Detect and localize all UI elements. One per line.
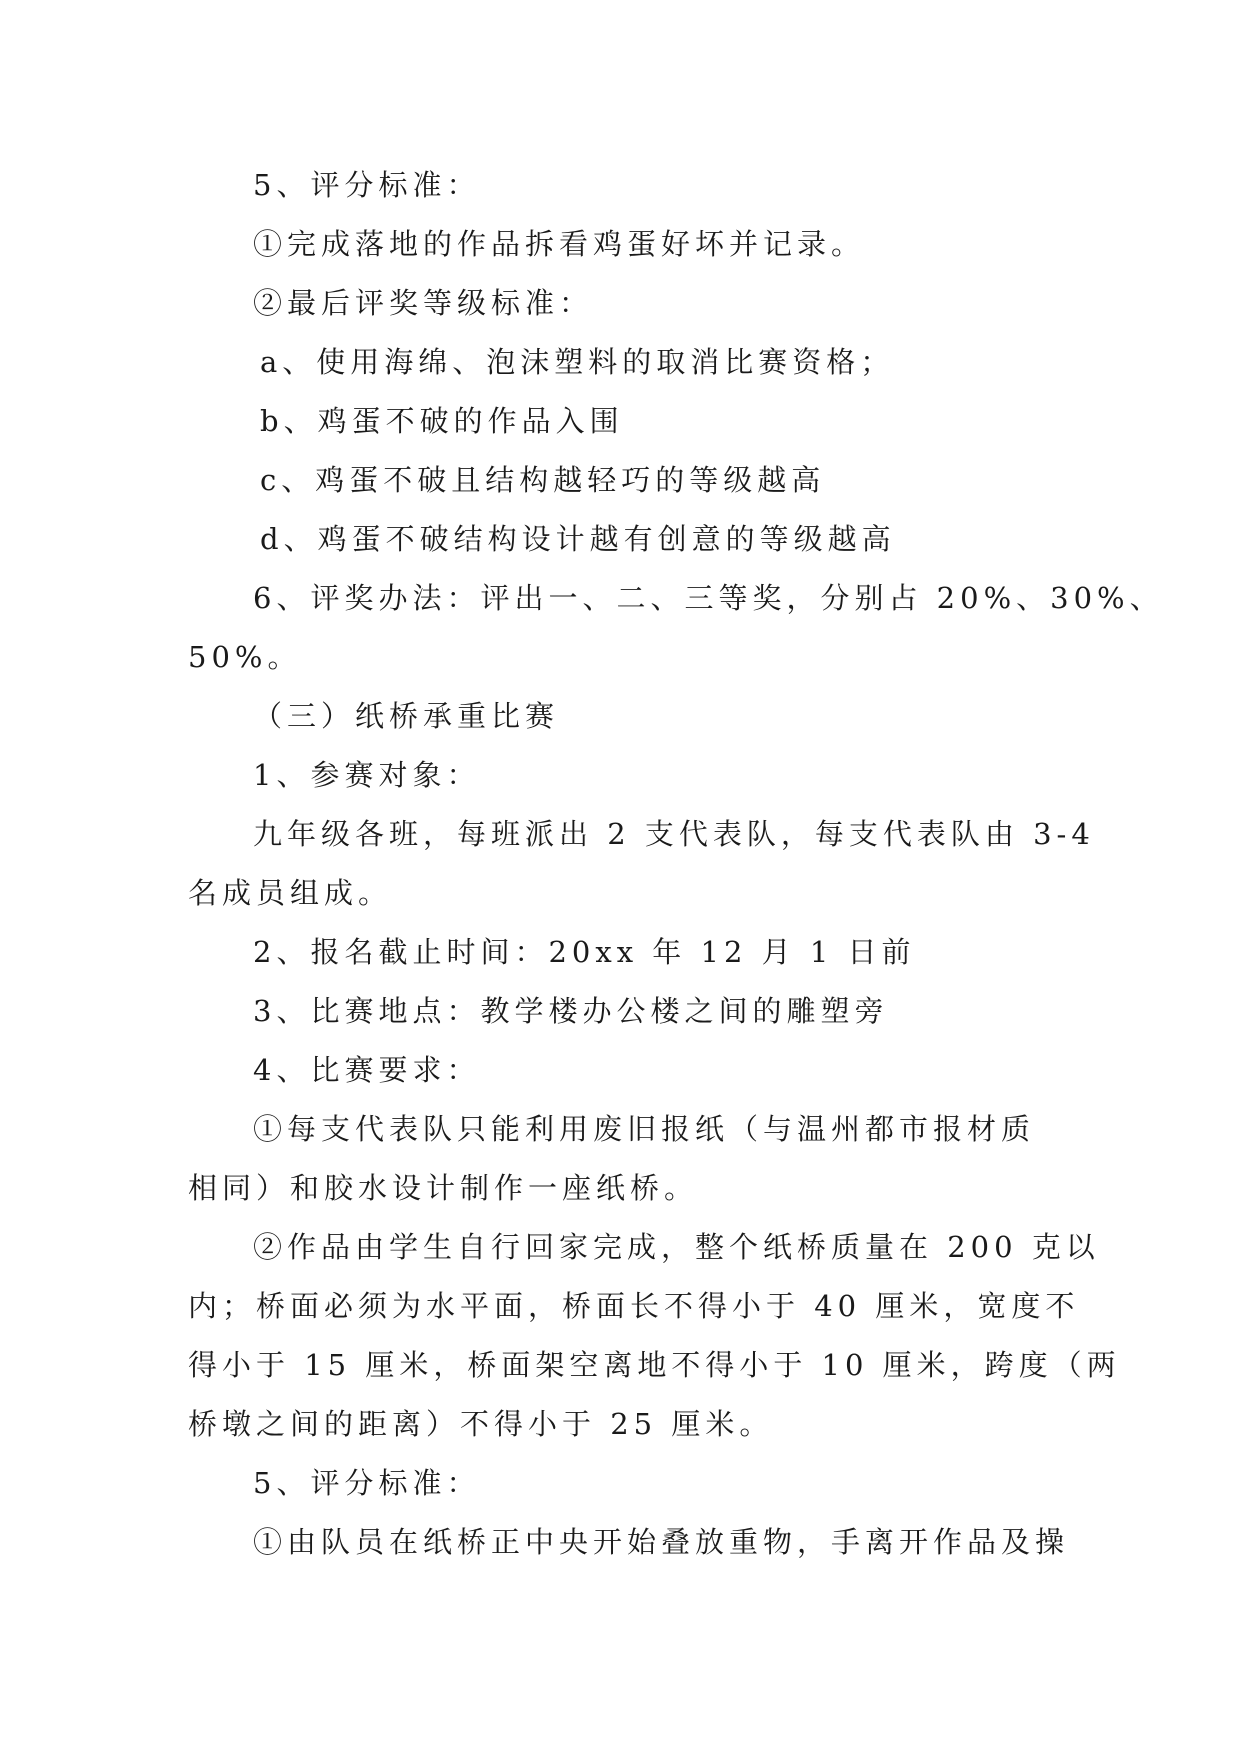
text-line-criterion-b: b、鸡蛋不破的作品入围 — [260, 404, 624, 438]
text-line-requirements-heading: 4、比赛要求： — [253, 1053, 481, 1087]
text-line-participants-heading: 1、参赛对象： — [253, 758, 481, 792]
text-line-section-6-awards: 6、评奖办法：评出一、二、三等奖，分别占 20%、30%、 — [253, 581, 1164, 615]
text-line-venue: 3、比赛地点：教学楼办公楼之间的雕塑旁 — [253, 994, 889, 1028]
text-line-requirement-2-cont-3: 桥墩之间的距离）不得小于 25 厘米。 — [188, 1407, 774, 1441]
text-line-section-6-awards-cont: 50%。 — [188, 640, 302, 674]
text-line-criterion-d: d、鸡蛋不破结构设计越有创意的等级越高 — [260, 522, 896, 556]
text-line-scoring-item-1: ①完成落地的作品拆看鸡蛋好坏并记录。 — [253, 227, 866, 261]
text-line-participants: 九年级各班，每班派出 2 支代表队，每支代表队由 3-4 — [253, 817, 1095, 851]
text-line-criterion-a: a、使用海绵、泡沫塑料的取消比赛资格； — [260, 345, 895, 379]
text-line-section-5-scoring: 5、评分标准： — [253, 168, 481, 202]
text-line-deadline: 2、报名截止时间：20xx 年 12 月 1 日前 — [253, 935, 916, 969]
text-line-section-5-scoring-bridge: 5、评分标准： — [253, 1466, 481, 1500]
text-line-requirement-2: ②作品由学生自行回家完成，整个纸桥质量在 200 克以 — [253, 1230, 1100, 1264]
text-line-bridge-scoring-item-1: ①由队员在纸桥正中央开始叠放重物，手离开作品及操 — [253, 1525, 1070, 1559]
text-line-requirement-2-cont-2: 得小于 15 厘米，桥面架空离地不得小于 10 厘米，跨度（两 — [188, 1348, 1121, 1382]
text-line-heading-paper-bridge: （三）纸桥承重比赛 — [253, 699, 560, 733]
text-line-criterion-c: c、鸡蛋不破且结构越轻巧的等级越高 — [260, 463, 826, 497]
text-line-requirement-1-cont: 相同）和胶水设计制作一座纸桥。 — [188, 1171, 699, 1205]
text-line-requirement-1: ①每支代表队只能利用废旧报纸（与温州都市报材质 — [253, 1112, 1036, 1146]
text-line-participants-cont: 名成员组成。 — [188, 876, 393, 910]
text-line-requirement-2-cont-1: 内；桥面必须为水平面，桥面长不得小于 40 厘米，宽度不 — [188, 1289, 1080, 1323]
text-line-scoring-item-2: ②最后评奖等级标准： — [253, 286, 594, 320]
